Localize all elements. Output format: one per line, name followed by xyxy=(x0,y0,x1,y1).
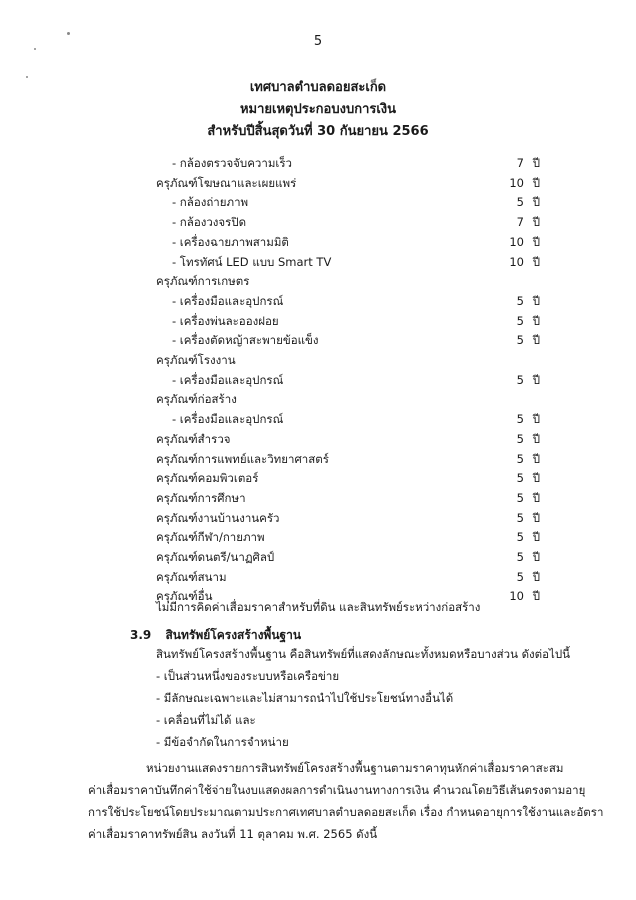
useful-life-years: 5 xyxy=(516,471,524,486)
paragraph-line: ค่าเสื่อมราคาทรัพย์สิน ลงวันที่ 11 ตุลาคม พ.ศ. 2565 ดังนี้ xyxy=(88,827,378,841)
bullet-item: - เคลื่อนที่ไม่ได้ และ xyxy=(156,713,256,727)
asset-row xyxy=(156,508,546,528)
asset-row xyxy=(156,567,546,587)
years-unit: ปี xyxy=(532,569,540,584)
asset-row xyxy=(156,192,546,212)
years-unit: ปี xyxy=(532,589,540,604)
useful-life-years: 10 xyxy=(509,254,524,269)
asset-label: ครุภัณฑ์โรงงาน xyxy=(156,353,236,367)
paragraph-line: หน่วยงานแสดงรายการสินทรัพย์โครงสร้างพื้นฐานตามราคาทุนหักค่าเสื่อมราคาสะสม xyxy=(146,761,564,775)
useful-life-years: 5 xyxy=(516,431,524,446)
asset-row xyxy=(156,252,546,272)
asset-row xyxy=(156,291,546,311)
useful-life-years: 5 xyxy=(516,372,524,387)
useful-life-years: 10 xyxy=(509,175,524,190)
asset-label: - โทรทัศน์ LED แบบ Smart TV xyxy=(172,254,332,269)
asset-label: - เครื่องฉายภาพสามมิติ xyxy=(172,234,289,249)
years-unit: ปี xyxy=(532,234,540,249)
useful-life-years: 5 xyxy=(516,333,524,348)
scan-speck xyxy=(34,48,36,50)
asset-row xyxy=(156,232,546,252)
asset-label: - กล้องวงจรปิด xyxy=(172,215,247,230)
asset-label: - เครื่องตัดหญ้าสะพายข้อแข็ง xyxy=(172,333,319,348)
useful-life-years: 7 xyxy=(516,156,524,170)
asset-label: ครุภัณฑ์ก่อสร้าง xyxy=(156,392,237,407)
years-unit: ปี xyxy=(532,451,540,466)
asset-row xyxy=(156,527,546,547)
asset-row xyxy=(156,350,546,370)
asset-label: ครุภัณฑ์คอมพิวเตอร์ xyxy=(156,471,259,486)
asset-row xyxy=(156,488,546,508)
asset-row xyxy=(156,212,546,232)
useful-life-years: 5 xyxy=(516,510,524,525)
bullet-item: - เป็นส่วนหนึ่งของระบบหรือเครือข่าย xyxy=(156,669,340,683)
section-heading xyxy=(130,626,301,645)
useful-life-years: 10 xyxy=(509,234,524,249)
asset-row xyxy=(156,409,546,429)
paragraph-line: การใช้ประโยชน์โดยประมาณตามประกาศเทศบาลตำบลดอยสะเก็ด เรื่อง กำหนดอายุการใช้งานและอัตรา xyxy=(88,805,604,819)
page-number: 5 xyxy=(313,34,323,49)
scan-speck xyxy=(67,32,70,35)
asset-row xyxy=(156,330,546,350)
header-period: สำหรับปีสิ้นสุดวันที่ 30 กันยายน 2566 xyxy=(207,124,429,139)
asset-label: - กล้องตรวจจับความเร็ว xyxy=(172,156,292,170)
section-number: 3.9 xyxy=(130,628,152,642)
section-intro: สินทรัพย์โครงสร้างพื้นฐาน คือสินทรัพย์ที่แสดงลักษณะทั้งหมดหรือบางส่วน ดังต่อไปนี้ xyxy=(156,647,570,661)
years-unit: ปี xyxy=(532,215,540,230)
years-unit: ปี xyxy=(532,412,540,427)
years-unit: ปี xyxy=(532,510,540,525)
asset-row xyxy=(156,271,546,291)
useful-life-years: 5 xyxy=(516,313,524,328)
header-subtitle: หมายเหตุประกอบงบการเงิน xyxy=(239,102,397,117)
useful-life-years: 5 xyxy=(516,550,524,564)
years-unit: ปี xyxy=(532,490,540,505)
useful-life-years: 5 xyxy=(516,195,524,210)
years-unit: ปี xyxy=(532,254,540,269)
asset-label: ครุภัณฑ์สนาม xyxy=(156,569,227,584)
asset-row xyxy=(156,173,546,193)
useful-life-years: 5 xyxy=(516,412,524,427)
years-unit: ปี xyxy=(532,530,540,545)
asset-row xyxy=(156,311,546,331)
years-unit: ปี xyxy=(532,471,540,486)
years-unit: ปี xyxy=(532,175,540,190)
years-unit: ปี xyxy=(532,372,540,387)
asset-row xyxy=(156,370,546,390)
asset-label: - เครื่องมือและอุปกรณ์ xyxy=(172,412,284,427)
asset-label: - เครื่องมือและอุปกรณ์ xyxy=(172,293,284,308)
asset-label: ครุภัณฑ์กีฬา/กายภาพ xyxy=(156,530,265,545)
useful-life-years: 7 xyxy=(516,215,524,230)
years-unit: ปี xyxy=(532,293,540,308)
asset-row xyxy=(156,429,546,449)
years-unit: ปี xyxy=(532,431,540,446)
asset-row xyxy=(156,449,546,469)
asset-row xyxy=(156,547,546,567)
asset-label: ครุภัณฑ์การเกษตร xyxy=(156,274,250,289)
paragraph-line: ค่าเสื่อมราคาบันทึกค่าใช้จ่ายในงบแสดงผลการดำเนินงานทางการเงิน คำนวณโดยวิธีเส้นตรงตามอายุ xyxy=(88,783,586,797)
years-unit: ปี xyxy=(532,156,540,170)
asset-label: ครุภัณฑ์อื่น xyxy=(156,589,213,604)
bullet-item: - มีข้อจำกัดในการจำหน่าย xyxy=(156,735,289,749)
asset-label: - เครื่องมือและอุปกรณ์ xyxy=(172,372,284,387)
section-title: สินทรัพย์โครงสร้างพื้นฐาน xyxy=(165,628,302,642)
header-title: เทศบาลตำบลดอยสะเก็ด xyxy=(249,80,387,95)
years-unit: ปี xyxy=(532,195,540,210)
asset-row xyxy=(156,153,546,173)
asset-label: - กล้องถ่ายภาพ xyxy=(172,195,249,210)
asset-label: ครุภัณฑ์โฆษณาและเผยแพร่ xyxy=(156,175,297,190)
useful-life-years: 5 xyxy=(516,569,524,584)
asset-label: ครุภัณฑ์งานบ้านงานครัว xyxy=(156,510,280,525)
asset-label: ครุภัณฑ์การศึกษา xyxy=(156,490,246,505)
asset-label: ครุภัณฑ์ดนตรี/นาฏศิลป์ xyxy=(156,550,275,564)
useful-life-years: 5 xyxy=(516,451,524,466)
bullet-item: - มีลักษณะเฉพาะและไม่สามารถนำไปใช้ประโยชน์ทางอื่นได้ xyxy=(156,691,454,705)
useful-life-years: 5 xyxy=(516,530,524,545)
asset-label: ครุภัณฑ์สำรวจ xyxy=(156,431,231,446)
useful-life-years: 5 xyxy=(516,293,524,308)
asset-row xyxy=(156,468,546,488)
years-unit: ปี xyxy=(532,550,540,564)
no-depreciation-note: ไม่มีการคิดค่าเสื่อมราคาสำหรับที่ดิน และสินทรัพย์ระหว่างก่อสร้าง xyxy=(156,600,481,614)
years-unit: ปี xyxy=(532,333,540,348)
asset-label: - เครื่องพ่นละอองฝอย xyxy=(172,313,279,328)
useful-life-years: 5 xyxy=(516,490,524,505)
useful-life-years: 10 xyxy=(509,589,524,604)
asset-row xyxy=(156,389,546,409)
scan-speck xyxy=(26,76,28,78)
asset-label: ครุภัณฑ์การแพทย์และวิทยาศาสตร์ xyxy=(156,451,329,466)
years-unit: ปี xyxy=(532,313,540,328)
